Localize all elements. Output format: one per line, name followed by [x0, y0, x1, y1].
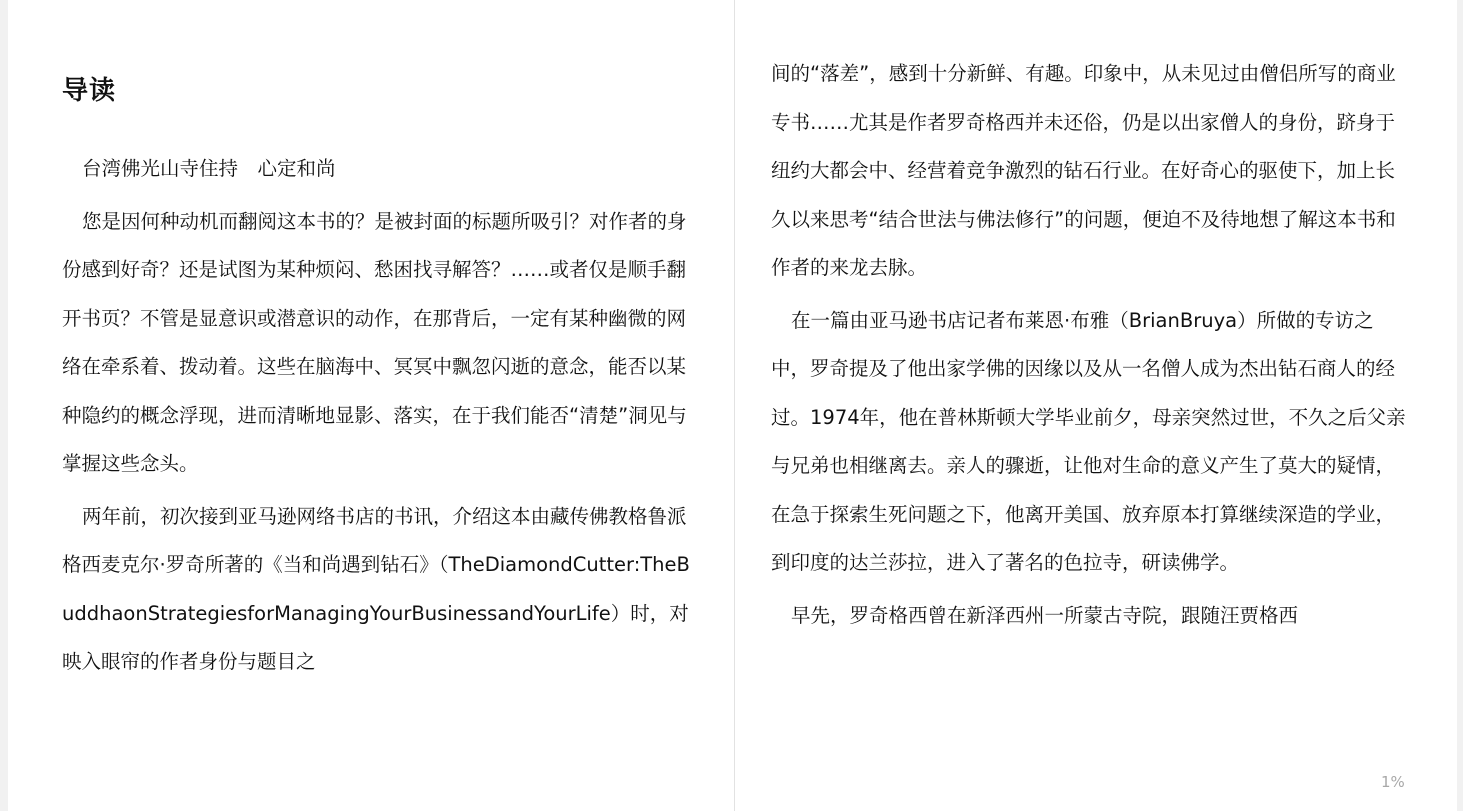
body-paragraph-continued: 间的“落差”，感到十分新鲜、有趣。印象中，从未见过由僧侣所写的商业专书……尤其是作者罗奇格西并未还俗，仍是以出家僧人的身份，跻身于纽约大都会中、经营着竞争激烈的钻石行业。在好奇心的驱使下，加上长久以来思考“结合世法与佛法修行”的问题，便迫不及待地想了解这本书和作者的来龙去脉。: [771, 62, 1396, 279]
page-divider: [734, 0, 735, 811]
right-page-body: [771, 50, 1406, 644]
reading-progress-indicator: 1%: [1381, 773, 1405, 791]
left-page-body: [62, 145, 696, 691]
body-paragraph: 两年前，初次接到亚马逊网络书店的书讯，介绍这本由藏传佛教格鲁派格西麦克尔·罗奇所著的《当和尚遇到钻石》（TheDiamondCutter:TheBuddhaonStrategiesforManagingYourBusinessandYourLife）时，对映入眼帘的作者身份与题目之: [62, 504, 690, 673]
left-page-edge: [0, 0, 8, 811]
body-paragraph: 您是因何种动机而翻阅这本书的？是被封面的标题所吸引？对作者的身份感到好奇？还是试图为某种烦闷、愁困找寻解答？……或者仅是顺手翻开书页？不管是显意识或潜意识的动作，在那背后，一定有某种幽微的网络在牵系着、拨动着。这些在脑海中、冥冥中飘忽闪逝的意念，能否以某种隐约的概念浮现，进而清晰地显影、落实，在于我们能否“清楚”洞见与掌握这些念头。: [62, 209, 687, 475]
right-page-edge: [1457, 0, 1463, 811]
body-paragraph: 在一篇由亚马逊书店记者布莱恩·布雅（BrianBruya）所做的专访之中，罗奇提及了他出家学佛的因缘以及从一名僧人成为杰出钻石商人的经过。1974年，他在普林斯顿大学毕业前夕，母亲突然过世，不久之后父亲与兄弟也相继离去。亲人的骤逝，让他对生命的意义产生了莫大的疑情，在急于探索生死问题之下，他离开美国、放弃原本打算继续深造的学业，到印度的达兰莎拉，进入了著名的色拉寺，研读佛学。: [771, 308, 1406, 574]
left-page[interactable]: [62, 0, 696, 811]
chapter-title: 导读: [62, 76, 117, 106]
body-paragraph: 早先，罗奇格西曾在新泽西州一所蒙古寺院，跟随汪贾格西: [791, 603, 1299, 627]
byline-paragraph: 台湾佛光山寺住持 心定和尚: [82, 157, 336, 180]
right-page[interactable]: [771, 0, 1406, 811]
